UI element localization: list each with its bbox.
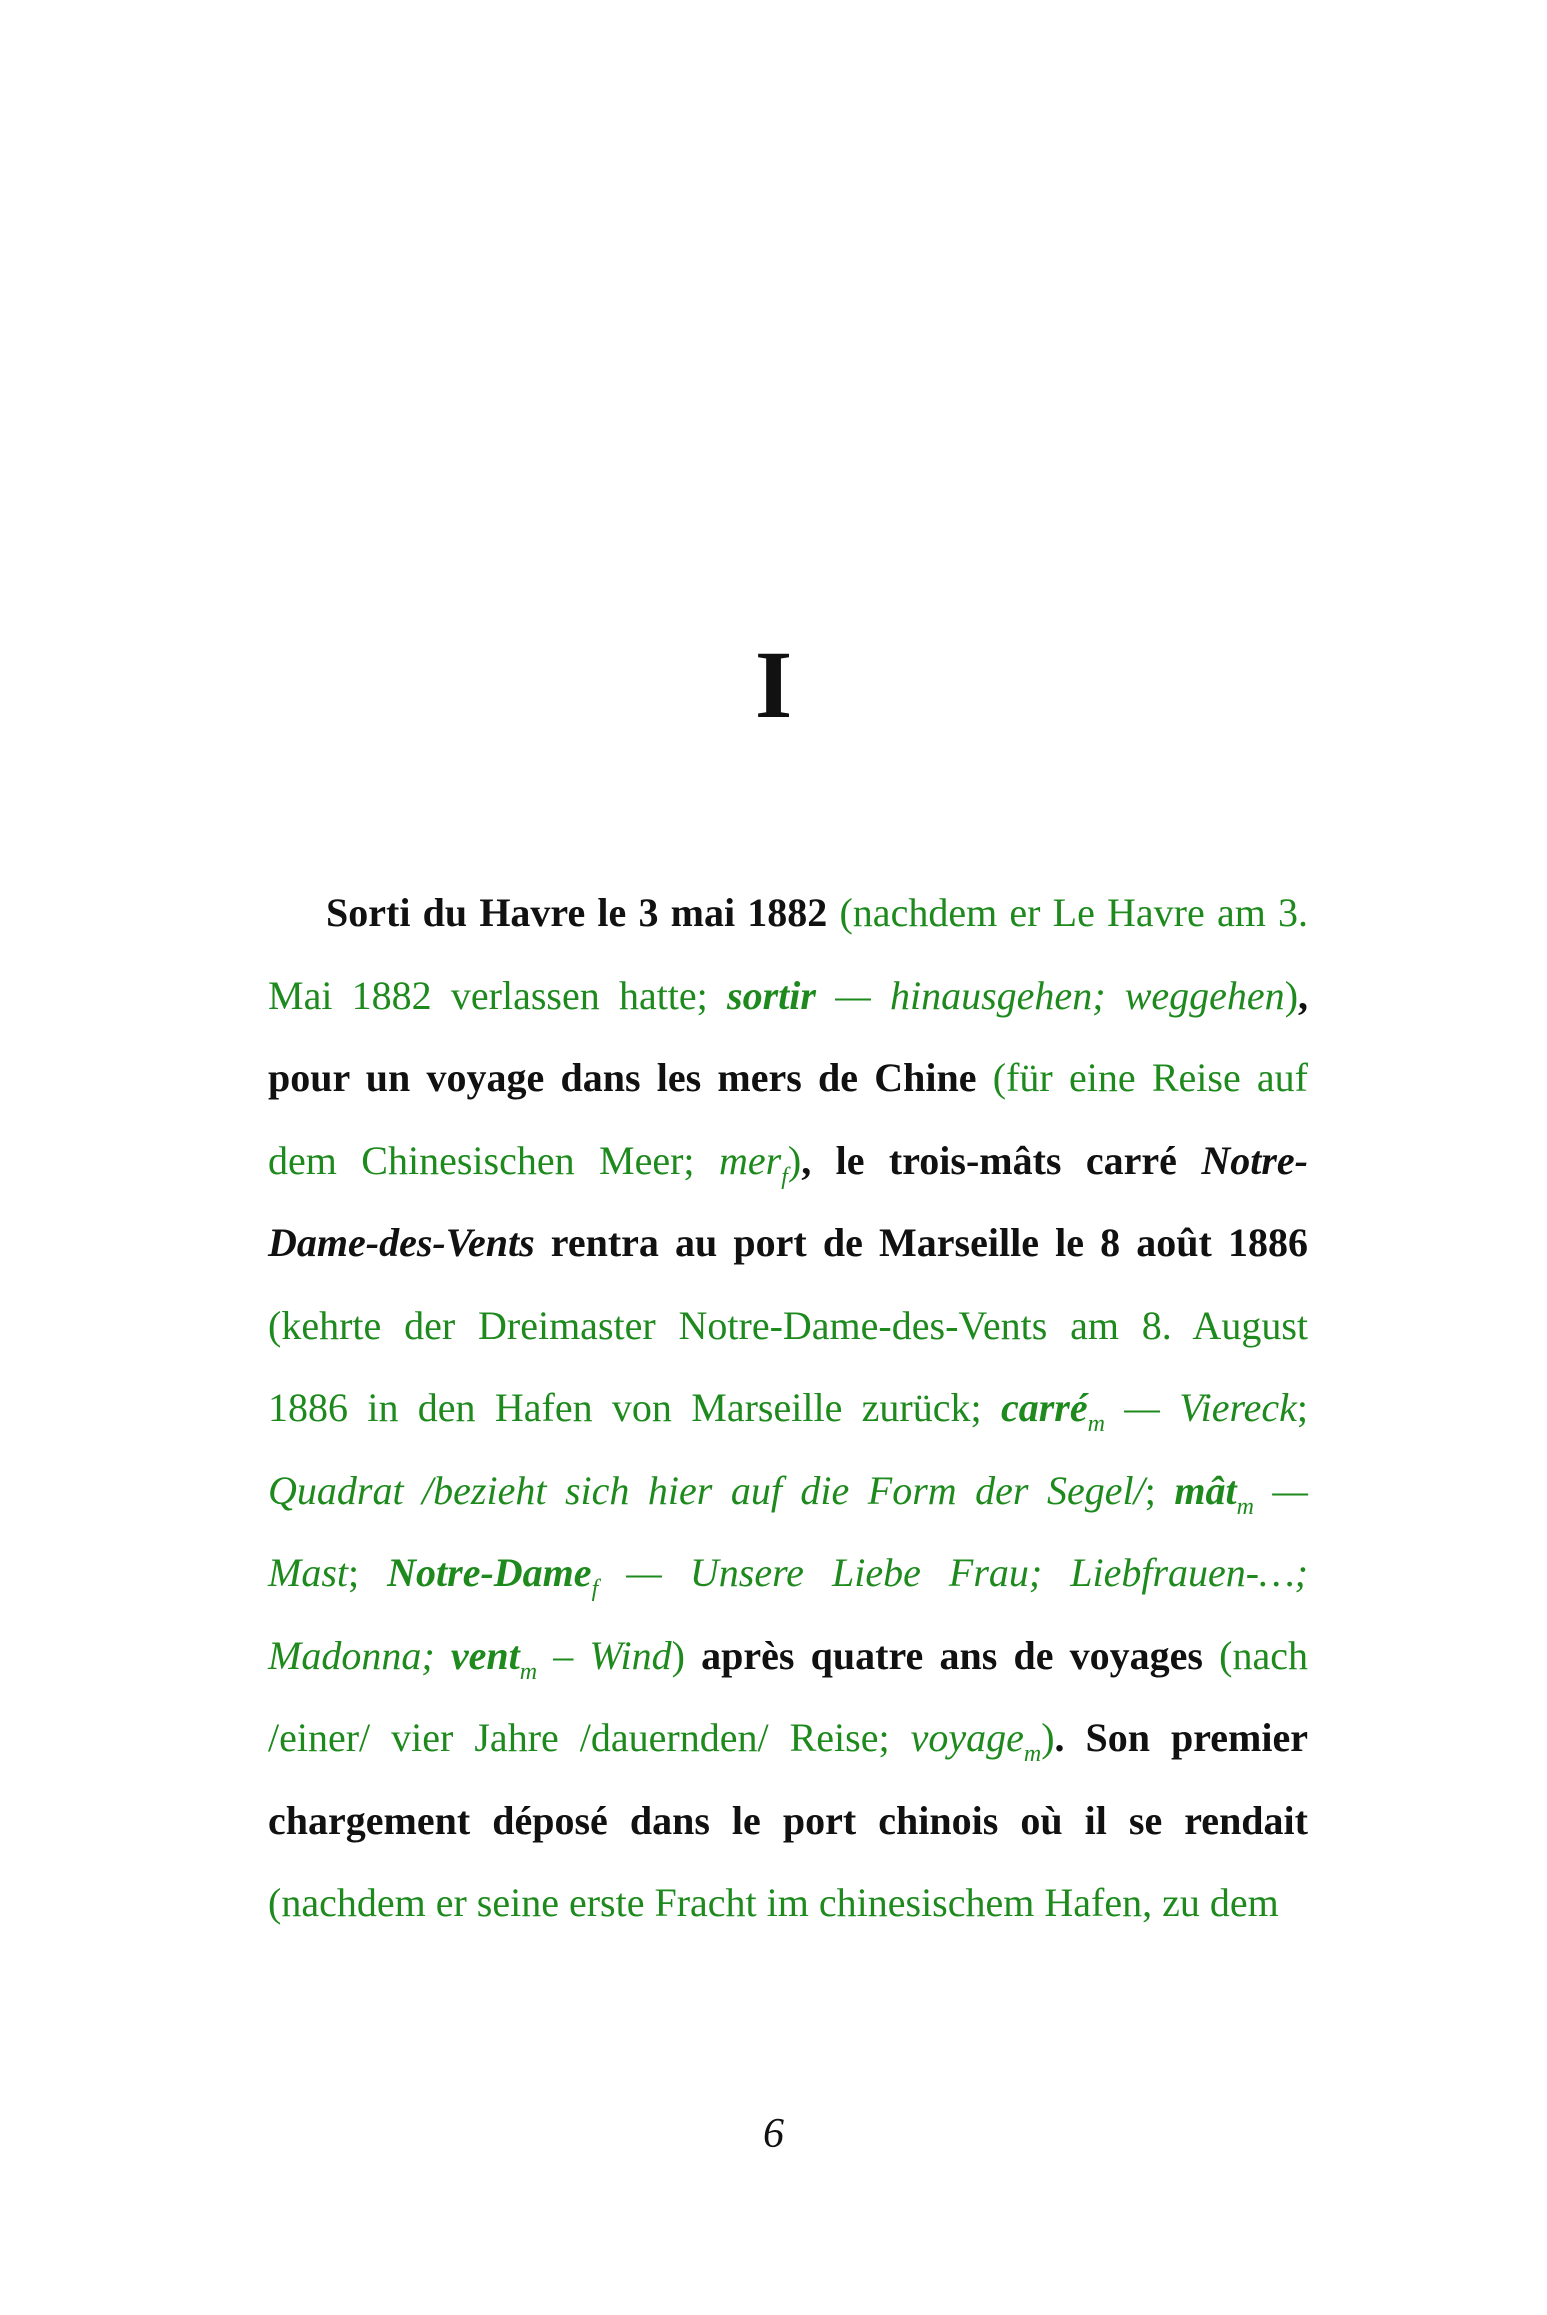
gender-marker: m: [1087, 1411, 1105, 1437]
german-translation: (nachdem er Le Havre am 3. Mai 1882 verlassen hatte; sortir — hinausgehen; weggehen): [268, 890, 1309, 1018]
gender-marker: m: [519, 1658, 538, 1685]
gender-marker: m: [1023, 1741, 1042, 1767]
vocab-gloss: Mast: [268, 1550, 348, 1595]
french-text: après quatre ans de voyages: [684, 1632, 1203, 1678]
french-text: . Son premier chargement déposé dans le port chinois où il se rendait: [268, 1715, 1308, 1843]
page-number: 6: [763, 2111, 784, 2157]
gender-marker: f: [591, 1576, 599, 1602]
body-paragraph: [268, 872, 1308, 1945]
gender-marker: m: [1236, 1493, 1254, 1520]
vocab-gloss: Viereck: [1179, 1385, 1297, 1430]
vocab-term: carré: [1000, 1385, 1088, 1430]
vocab-term: mât: [1174, 1467, 1237, 1513]
gender-marker: f: [781, 1163, 788, 1190]
french-text: , le trois-mâts carré Notre-Dame-des-Vents rentra au port de Marseille le 8 août 1886: [268, 1137, 1308, 1265]
german-translation: (nach /einer/ vier Jahre /dauernden/ Reise; voyage$_m$): [268, 1632, 1308, 1767]
french-text: Sorti du Havre le 3 mai 1882: [326, 890, 828, 935]
vocab-gloss: Unsere Liebe Frau; Liebfrauen-…; Madonna;: [268, 1550, 1308, 1678]
vocab-term: vent: [450, 1632, 520, 1678]
ship-name: Notre-Dame-des-Vents: [268, 1137, 1308, 1265]
chapter-heading: I: [754, 631, 793, 738]
vocab-gloss: hinausgehen; weggehen: [890, 972, 1285, 1018]
vocab-term: sortir: [727, 972, 816, 1018]
vocab-term: voyage: [910, 1715, 1024, 1760]
vocab-term: Notre-Dame: [387, 1550, 592, 1595]
german-translation: (für eine Reise auf dem Chinesischen Meer; mer$_f$): [268, 1055, 1309, 1190]
vocab-gloss: Wind: [589, 1632, 672, 1678]
german-translation: (kehrte der Dreimaster Notre-Dame-des-Vents am 8. August 1886 in den Hafen von Marseille zurück; carré$_m$ — Viereck; Quadrat /bezieht sich hier auf die Form der Segel/; mât$_m$ — Mast; Notre-Dame$_f$ — Unsere Liebe Frau; Liebfrauen-…; Madonna; vent$_m$ – Wind): [268, 1302, 1308, 1685]
german-translation: (nachdem er seine erste Fracht im chinesischem Hafen, zu dem: [268, 1880, 1279, 1925]
vocab-gloss: Quadrat /bezieht sich hier auf die Form der Segel/: [268, 1467, 1145, 1513]
french-text: , pour un voyage dans les mers de Chine: [268, 972, 1309, 1100]
vocab-term: mer: [718, 1137, 782, 1183]
